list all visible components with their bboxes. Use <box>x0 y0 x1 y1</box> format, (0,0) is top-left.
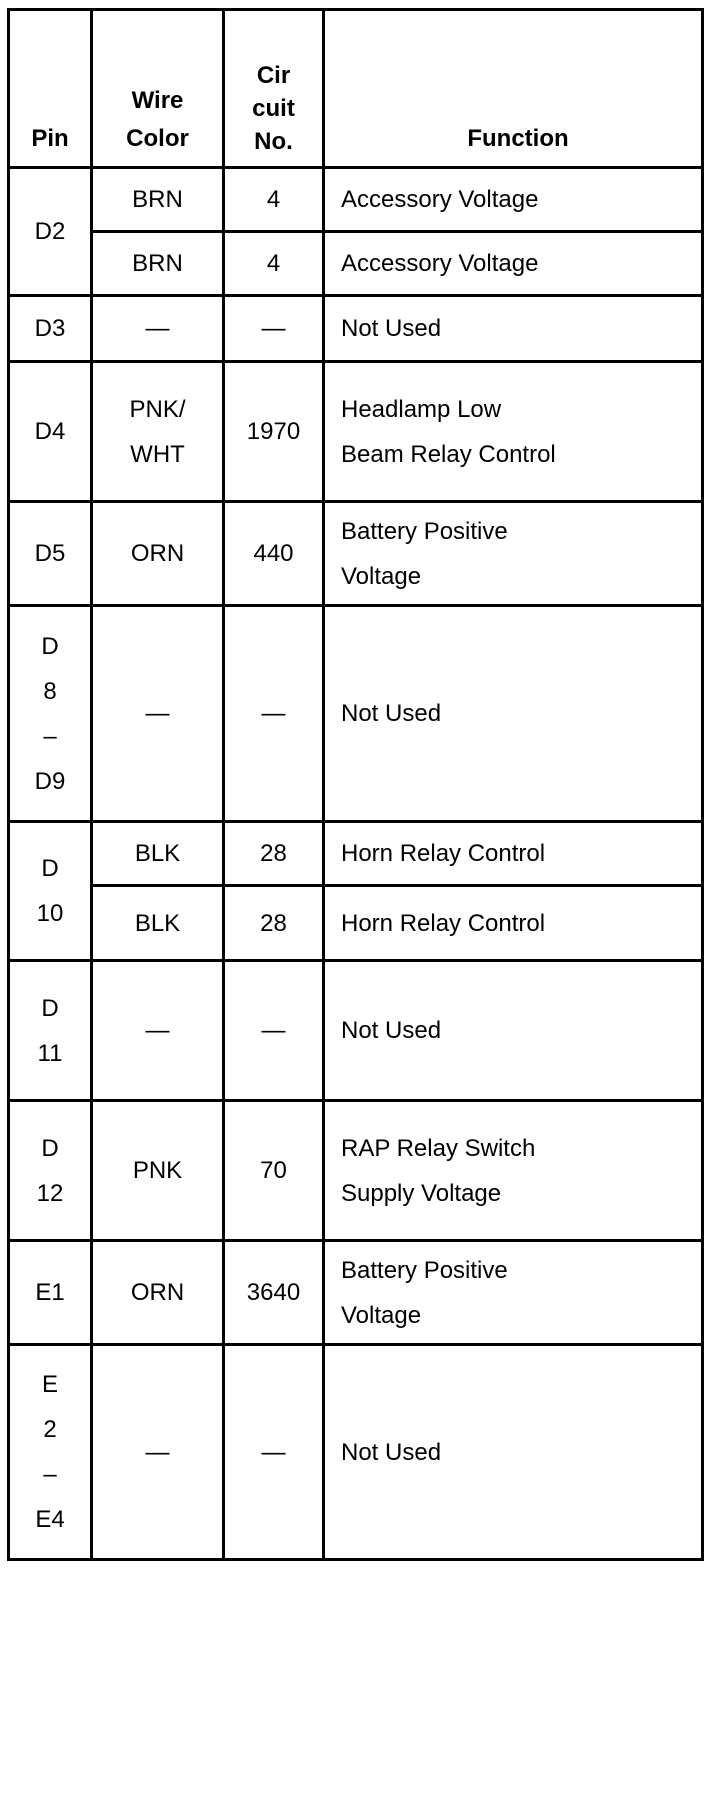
function-line: Accessory Voltage <box>341 250 539 277</box>
wire-color-line: BRN <box>132 186 183 213</box>
table-row <box>9 168 703 232</box>
table-row <box>9 1345 703 1560</box>
pin-line: D <box>41 994 59 1022</box>
pin-line: D2 <box>34 218 66 245</box>
function-line: Not Used <box>341 315 442 342</box>
function-cell <box>324 961 703 1101</box>
circuit-cell: 3640 <box>224 1241 324 1345</box>
pin-line: E1 <box>35 1279 65 1306</box>
function-line: Horn Relay Control <box>341 909 546 937</box>
header-wire-color <box>92 10 224 168</box>
table-row <box>9 362 703 502</box>
pin-line: D <box>41 632 59 660</box>
wire-color-cell <box>92 296 224 362</box>
header-row <box>9 10 703 168</box>
table-row <box>9 232 703 296</box>
pin-cell <box>9 1241 92 1345</box>
wire-color-cell <box>92 168 224 232</box>
function-cell <box>324 886 703 961</box>
header-circuit <box>224 10 324 168</box>
pin-line: D <box>41 855 59 882</box>
wire-color-line: ORN <box>130 540 185 567</box>
wire-color-cell <box>92 822 224 886</box>
circuit-cell: 70 <box>224 1101 324 1241</box>
function-cell <box>324 1101 703 1241</box>
pin-line: 8 <box>43 677 57 705</box>
header-function <box>324 10 703 168</box>
pin-line: D4 <box>34 418 66 445</box>
table-row <box>9 822 703 886</box>
function-cell <box>324 502 703 606</box>
function-cell <box>324 1241 703 1345</box>
circuit-cell: 4 <box>224 232 324 296</box>
header-wire-color-line: Color <box>126 125 189 152</box>
table-row <box>9 1101 703 1241</box>
function-line: RAP Relay Switch <box>341 1134 536 1162</box>
circuit-cell: — <box>224 961 324 1101</box>
table-row <box>9 961 703 1101</box>
pin-line: E <box>41 1371 58 1398</box>
pin-line: – <box>43 722 57 750</box>
pin-cell <box>9 296 92 362</box>
function-line: Horn Relay Control <box>341 840 546 867</box>
function-line: Not Used <box>341 1017 442 1044</box>
pin-cell <box>9 822 92 961</box>
pin-cell <box>9 502 92 606</box>
pin-cell <box>9 362 92 502</box>
wire-color-cell <box>92 606 224 822</box>
function-line: Voltage <box>341 1301 422 1329</box>
function-line: Supply Voltage <box>341 1179 502 1207</box>
function-cell <box>324 822 703 886</box>
wire-color-cell <box>92 1241 224 1345</box>
pin-line: 10 <box>36 900 64 927</box>
pin-line: D9 <box>34 767 66 795</box>
pin-line: D <box>41 1134 59 1162</box>
header-wire-color-line: Wire <box>131 87 184 114</box>
circuit-cell: 28 <box>224 886 324 961</box>
pin-cell <box>9 1101 92 1241</box>
circuit-cell: 4 <box>224 168 324 232</box>
function-line: Accessory Voltage <box>341 186 539 213</box>
header-pin-label: Pin <box>31 125 69 152</box>
table-row <box>9 606 703 822</box>
wire-color-line: — <box>145 1017 170 1044</box>
function-line: Not Used <box>341 700 442 727</box>
wire-color-line: PNK/ <box>129 395 186 423</box>
wire-color-cell <box>92 502 224 606</box>
pin-line: E4 <box>35 1506 65 1533</box>
circuit-cell: — <box>224 1345 324 1560</box>
wire-color-cell <box>92 232 224 296</box>
function-cell <box>324 168 703 232</box>
function-line: Beam Relay Control <box>341 440 556 468</box>
table-header <box>9 10 703 168</box>
function-cell <box>324 232 703 296</box>
wire-color-line: BLK <box>134 840 181 867</box>
pin-table <box>7 8 704 1561</box>
wire-color-cell <box>92 362 224 502</box>
function-cell <box>324 606 703 822</box>
pin-line: – <box>43 1461 57 1488</box>
function-line: Battery Positive <box>341 517 508 545</box>
pin-cell <box>9 1345 92 1560</box>
table-row <box>9 296 703 362</box>
wire-color-line: ORN <box>130 1279 185 1306</box>
wire-color-line: — <box>145 700 170 727</box>
header-circuit-line: No. <box>254 128 293 155</box>
wire-color-line: — <box>145 1438 170 1466</box>
wire-color-line: BLK <box>134 909 181 937</box>
function-cell <box>324 362 703 502</box>
circuit-cell: 1970 <box>224 362 324 502</box>
wire-color-line: WHT <box>130 440 185 468</box>
function-cell <box>324 296 703 362</box>
function-line: Headlamp Low <box>341 395 502 423</box>
wire-color-cell <box>92 1101 224 1241</box>
wire-color-cell <box>92 886 224 961</box>
wire-color-cell <box>92 961 224 1101</box>
wire-color-line: BRN <box>132 250 183 277</box>
header-circuit-line: Cir <box>256 62 291 89</box>
pin-cell <box>9 168 92 296</box>
circuit-cell: 440 <box>224 502 324 606</box>
pin-cell <box>9 606 92 822</box>
pin-line: 11 <box>37 1039 63 1067</box>
table-row <box>9 502 703 606</box>
function-line: Voltage <box>341 562 422 590</box>
header-function-label: Function <box>467 125 569 152</box>
function-line: Not Used <box>341 1438 442 1466</box>
table-row <box>9 1241 703 1345</box>
header-circuit-line: cuit <box>252 95 295 122</box>
pin-line: 12 <box>36 1179 64 1207</box>
function-line: Battery Positive <box>341 1256 508 1284</box>
function-cell <box>324 1345 703 1560</box>
header-pin <box>9 10 92 168</box>
wire-color-line: — <box>145 315 170 342</box>
wire-color-cell <box>92 1345 224 1560</box>
pin-cell <box>9 961 92 1101</box>
table-body <box>9 168 703 1560</box>
pin-line: 2 <box>43 1416 57 1443</box>
pin-line: D5 <box>34 540 66 567</box>
circuit-cell: — <box>224 606 324 822</box>
wire-color-line: PNK <box>132 1157 183 1184</box>
circuit-cell: — <box>224 296 324 362</box>
table-row <box>9 886 703 961</box>
pin-line: D3 <box>34 315 66 342</box>
circuit-cell: 28 <box>224 822 324 886</box>
